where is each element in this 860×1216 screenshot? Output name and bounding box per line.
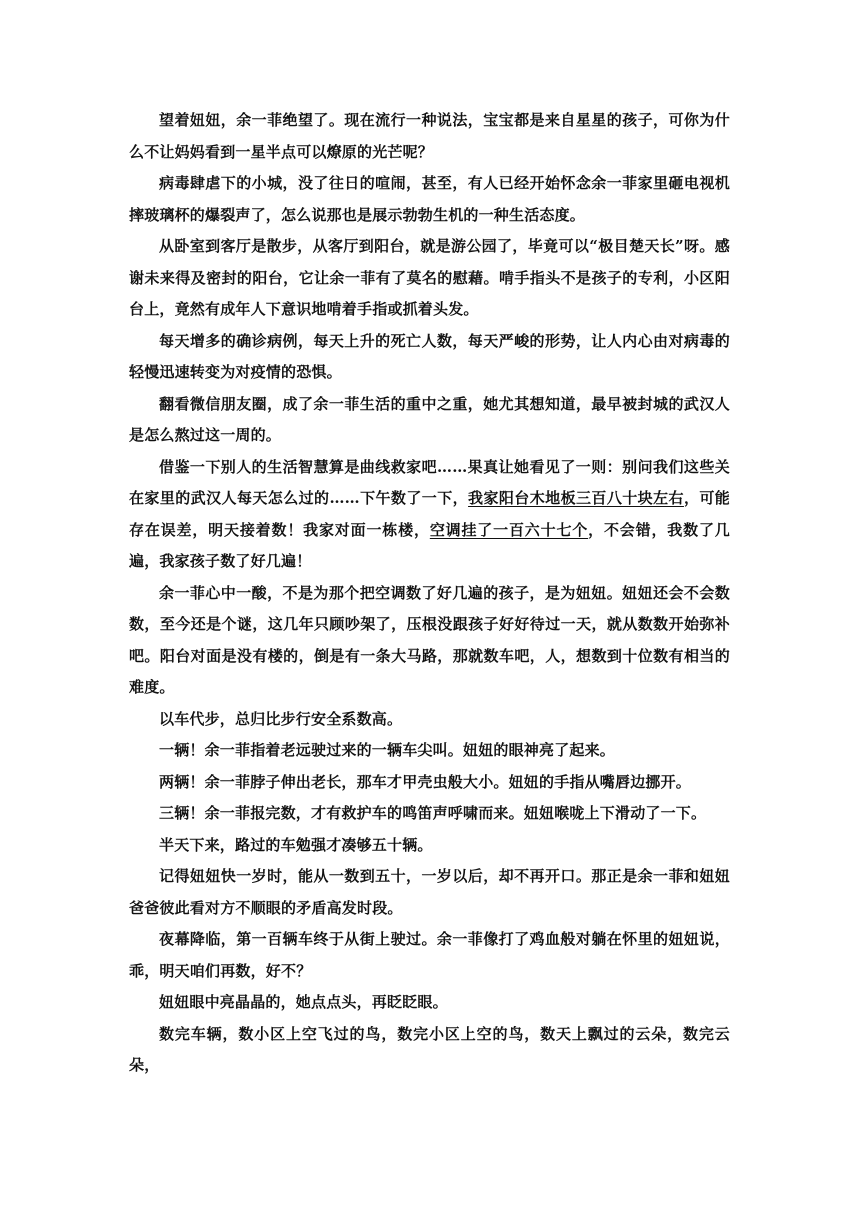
paragraph-text: 翻看微信朋友圈，成了余一菲生活的重中之重，她尤其想知道，最早被封城的武汉人是怎么熬过这一周的。 (129, 394, 730, 444)
document-body (129, 105, 730, 1082)
paragraph (129, 326, 730, 389)
paragraph (129, 924, 730, 987)
underlined-text: 空调挂了一百六十七个 (429, 520, 589, 539)
paragraph-text: 半天下来，路过的车勉强才凑够五十辆。 (159, 835, 433, 854)
paragraph (129, 861, 730, 924)
paragraph-text: 余一菲心中一酸，不是为那个把空调数了好几遍的孩子，是为妞妞。妞妞还会不会数数，至今还是个谜，这几年只顾吵架了，压根没跟孩子好好待过一天，就从数数开始弥补吧。阳台对面是没有楼的，倒是有一条大马路，那就数车吧，人，想数到十位数有相当的难度。 (129, 583, 730, 696)
paragraph (129, 578, 730, 704)
paragraph-text: 数完车辆，数小区上空飞过的鸟，数完小区上空的鸟，数天上飘过的云朵，数完云朵， (129, 1024, 730, 1074)
paragraph-text: 以车代步，总归比步行安全系数高。 (159, 709, 403, 728)
paragraph-text: ，可能存在误差，明天接着数！我家对面一栋楼， (129, 489, 730, 539)
paragraph (129, 767, 730, 799)
paragraph-text: ，不会错，我数了几遍，我家孩子数了好几遍！ (129, 520, 730, 570)
paragraph-text: 从卧室到客厅是散步，从客厅到阳台，就是游公园了，毕竟可以“极目楚天长”呀。感谢未来得及密封的阳台，它让余一菲有了莫名的慰藉。啃手指头不是孩子的专利，小区阳台上，竟然有成年人下意识地啃着手指或抓着头发。 (129, 237, 730, 318)
paragraph (129, 105, 730, 168)
paragraph-text: 望着妞妞，余一菲绝望了。现在流行一种说法，宝宝都是来自星星的孩子，可你为什么不让妈妈看到一星半点可以燎原的光芒呢？ (129, 111, 730, 161)
paragraph-text: 记得妞妞快一岁时，能从一数到五十，一岁以后，却不再开口。那正是余一菲和妞妞爸爸彼此看对方不顺眼的矛盾高发时段。 (129, 867, 730, 917)
paragraph-text: 妞妞眼中亮晶晶的，她点点头，再眨眨眼。 (159, 993, 448, 1011)
underlined-text: 我家阳台木地板三百八十块左右 (468, 489, 684, 507)
paragraph (129, 735, 730, 767)
paragraph (129, 704, 730, 736)
paragraph-text: 夜幕降临，第一百辆车终于从街上驶过。余一菲像打了鸡血般对躺在怀里的妞妞说，乖，明天咱们再数，好不？ (129, 930, 730, 980)
paragraph-text: 两辆！余一菲脖子伸出老长，那车才甲壳虫般大小。妞妞的手指从嘴唇边挪开。 (159, 772, 692, 791)
paragraph-text: 每天增多的确诊病例，每天上升的死亡人数，每天严峻的形势，让人内心由对病毒的轻慢迅速转变为对疫情的恐惧。 (129, 331, 730, 381)
paragraph (129, 389, 730, 452)
paragraph-text: 借鉴一下别人的生活智慧算是曲线救家吧……果真让她看见了一则：别问我们这些关在家里的武汉人每天怎么过的……下午数了一下， (129, 457, 730, 507)
paragraph-text: 三辆！余一菲报完数，才有救护车的鸣笛声呼啸而来。妞妞喉咙上下滑动了一下。 (159, 804, 707, 822)
paragraph (129, 168, 730, 231)
paragraph (129, 1019, 730, 1082)
paragraph-text: 病毒肆虐下的小城，没了往日的喧闹，甚至，有人已经开始怀念余一菲家里砸电视机摔玻璃杯的爆裂声了，怎么说那也是展示勃勃生机的一种生活态度。 (129, 174, 730, 224)
paragraph (129, 452, 730, 578)
paragraph (129, 830, 730, 862)
paragraph (129, 231, 730, 326)
paragraph (129, 987, 730, 1019)
paragraph-text: 一辆！余一菲指着老远驶过来的一辆车尖叫。妞妞的眼神亮了起来。 (159, 741, 616, 759)
paragraph (129, 798, 730, 830)
